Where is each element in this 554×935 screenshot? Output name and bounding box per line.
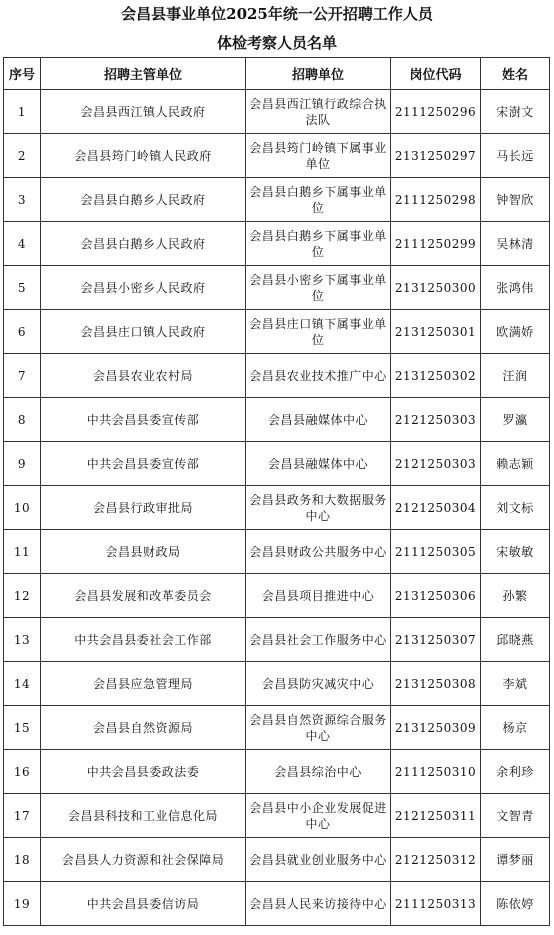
table-row <box>4 222 550 266</box>
row-number: 9 <box>4 442 41 486</box>
table-row <box>4 90 550 134</box>
row-unit: 会昌县项目推进中心 <box>246 574 391 618</box>
row-name: 邱晓燕 <box>481 618 550 662</box>
row-code: 2121250304 <box>391 486 481 530</box>
row-code: 2111250313 <box>391 882 481 926</box>
row-name: 李斌 <box>481 662 550 706</box>
row-number: 15 <box>4 706 41 750</box>
row-name: 陈依婷 <box>481 882 550 926</box>
row-name: 钟智欣 <box>481 178 550 222</box>
header-code: 岗位代码 <box>391 58 481 90</box>
row-dept: 会昌县应急管理局 <box>41 662 246 706</box>
row-code: 2111250305 <box>391 530 481 574</box>
row-unit: 会昌县小密乡下属事业单位 <box>246 266 391 310</box>
table-row <box>4 354 550 398</box>
table-row <box>4 486 550 530</box>
header-dept: 招聘主管单位 <box>41 58 246 90</box>
row-unit: 会昌县人民来访接待中心 <box>246 882 391 926</box>
row-dept: 会昌县小密乡人民政府 <box>41 266 246 310</box>
row-number: 2 <box>4 134 41 178</box>
table-row <box>4 134 550 178</box>
row-code: 2131250308 <box>391 662 481 706</box>
row-unit: 会昌县筠门岭镇下属事业单位 <box>246 134 391 178</box>
row-unit: 会昌县农业技术推广中心 <box>246 354 391 398</box>
row-name: 吴林清 <box>481 222 550 266</box>
table-row <box>4 574 550 618</box>
table-row <box>4 662 550 706</box>
row-number: 17 <box>4 794 41 838</box>
row-code: 2121250311 <box>391 794 481 838</box>
row-name: 谭梦丽 <box>481 838 550 882</box>
row-dept: 会昌县筠门岭镇人民政府 <box>41 134 246 178</box>
row-number: 4 <box>4 222 41 266</box>
header-name: 姓名 <box>481 58 550 90</box>
row-code: 2121250312 <box>391 838 481 882</box>
row-number: 12 <box>4 574 41 618</box>
row-dept: 中共会昌县委宣传部 <box>41 442 246 486</box>
row-dept: 会昌县自然资源局 <box>41 706 246 750</box>
row-code: 2131250301 <box>391 310 481 354</box>
row-name: 杨京 <box>481 706 550 750</box>
row-code: 2111250299 <box>391 222 481 266</box>
table-row <box>4 310 550 354</box>
row-number: 10 <box>4 486 41 530</box>
table-row <box>4 398 550 442</box>
row-unit: 会昌县融媒体中心 <box>246 442 391 486</box>
table-body <box>4 90 550 926</box>
table-row <box>4 750 550 794</box>
row-dept: 会昌县行政审批局 <box>41 486 246 530</box>
row-dept: 中共会昌县委社会工作部 <box>41 618 246 662</box>
row-name: 汪润 <box>481 354 550 398</box>
row-number: 13 <box>4 618 41 662</box>
document-title-line1: 会昌县事业单位2025年统一公开招聘工作人员 <box>121 5 433 23</box>
row-unit: 会昌县社会工作服务中心 <box>246 618 391 662</box>
candidate-table <box>3 57 550 926</box>
table-row <box>4 178 550 222</box>
row-name: 余利珍 <box>481 750 550 794</box>
table-row <box>4 618 550 662</box>
row-code: 2131250302 <box>391 354 481 398</box>
table-row <box>4 882 550 926</box>
row-name: 罗瀛 <box>481 398 550 442</box>
row-dept: 会昌县白鹅乡人民政府 <box>41 178 246 222</box>
row-dept: 会昌县西江镇人民政府 <box>41 90 246 134</box>
row-name: 赖志颖 <box>481 442 550 486</box>
row-number: 16 <box>4 750 41 794</box>
row-unit: 会昌县财政公共服务中心 <box>246 530 391 574</box>
row-dept: 中共会昌县委政法委 <box>41 750 246 794</box>
row-code: 2111250298 <box>391 178 481 222</box>
document-title-line2: 体检考察人员名单 <box>216 34 337 52</box>
row-code: 2121250303 <box>391 398 481 442</box>
row-number: 3 <box>4 178 41 222</box>
row-code: 2111250310 <box>391 750 481 794</box>
row-name: 马长远 <box>481 134 550 178</box>
table-row <box>4 442 550 486</box>
row-number: 8 <box>4 398 41 442</box>
row-dept: 会昌县庄口镇人民政府 <box>41 310 246 354</box>
table-row <box>4 706 550 750</box>
row-name: 刘文标 <box>481 486 550 530</box>
row-code: 2131250307 <box>391 618 481 662</box>
row-unit: 会昌县西江镇行政综合执法队 <box>246 90 391 134</box>
row-unit: 会昌县融媒体中心 <box>246 398 391 442</box>
row-code: 2131250309 <box>391 706 481 750</box>
row-name: 宋敏敏 <box>481 530 550 574</box>
row-unit: 会昌县防灾减灾中心 <box>246 662 391 706</box>
table-row <box>4 838 550 882</box>
row-unit: 会昌县白鹅乡下属事业单位 <box>246 222 391 266</box>
row-unit: 会昌县自然资源综合服务中心 <box>246 706 391 750</box>
table-row <box>4 266 550 310</box>
header-unit: 招聘单位 <box>246 58 391 90</box>
row-number: 5 <box>4 266 41 310</box>
row-name: 宋澍文 <box>481 90 550 134</box>
row-number: 19 <box>4 882 41 926</box>
row-number: 6 <box>4 310 41 354</box>
row-dept: 中共会昌县委信访局 <box>41 882 246 926</box>
row-dept: 会昌县人力资源和社会保障局 <box>41 838 246 882</box>
row-dept: 中共会昌县委宣传部 <box>41 398 246 442</box>
row-unit: 会昌县庄口镇下属事业单位 <box>246 310 391 354</box>
row-unit: 会昌县综治中心 <box>246 750 391 794</box>
row-code: 2131250300 <box>391 266 481 310</box>
table-row <box>4 794 550 838</box>
row-code: 2131250306 <box>391 574 481 618</box>
row-unit: 会昌县就业创业服务中心 <box>246 838 391 882</box>
row-dept: 会昌县发展和改革委员会 <box>41 574 246 618</box>
row-name: 孙繁 <box>481 574 550 618</box>
row-code: 2111250296 <box>391 90 481 134</box>
row-code: 2131250297 <box>391 134 481 178</box>
row-name: 欧满娇 <box>481 310 550 354</box>
table-row <box>4 530 550 574</box>
row-dept: 会昌县农业农村局 <box>41 354 246 398</box>
row-code: 2121250303 <box>391 442 481 486</box>
header-no: 序号 <box>4 58 41 90</box>
row-unit: 会昌县中小企业发展促进中心 <box>246 794 391 838</box>
row-name: 张鸿伟 <box>481 266 550 310</box>
row-unit: 会昌县政务和大数据服务中心 <box>246 486 391 530</box>
row-number: 11 <box>4 530 41 574</box>
row-number: 14 <box>4 662 41 706</box>
row-number: 1 <box>4 90 41 134</box>
row-dept: 会昌县白鹅乡人民政府 <box>41 222 246 266</box>
row-dept: 会昌县科技和工业信息化局 <box>41 794 246 838</box>
row-number: 18 <box>4 838 41 882</box>
row-dept: 会昌县财政局 <box>41 530 246 574</box>
row-name: 文智青 <box>481 794 550 838</box>
table-header-row <box>4 58 550 90</box>
row-unit: 会昌县白鹅乡下属事业单位 <box>246 178 391 222</box>
row-number: 7 <box>4 354 41 398</box>
